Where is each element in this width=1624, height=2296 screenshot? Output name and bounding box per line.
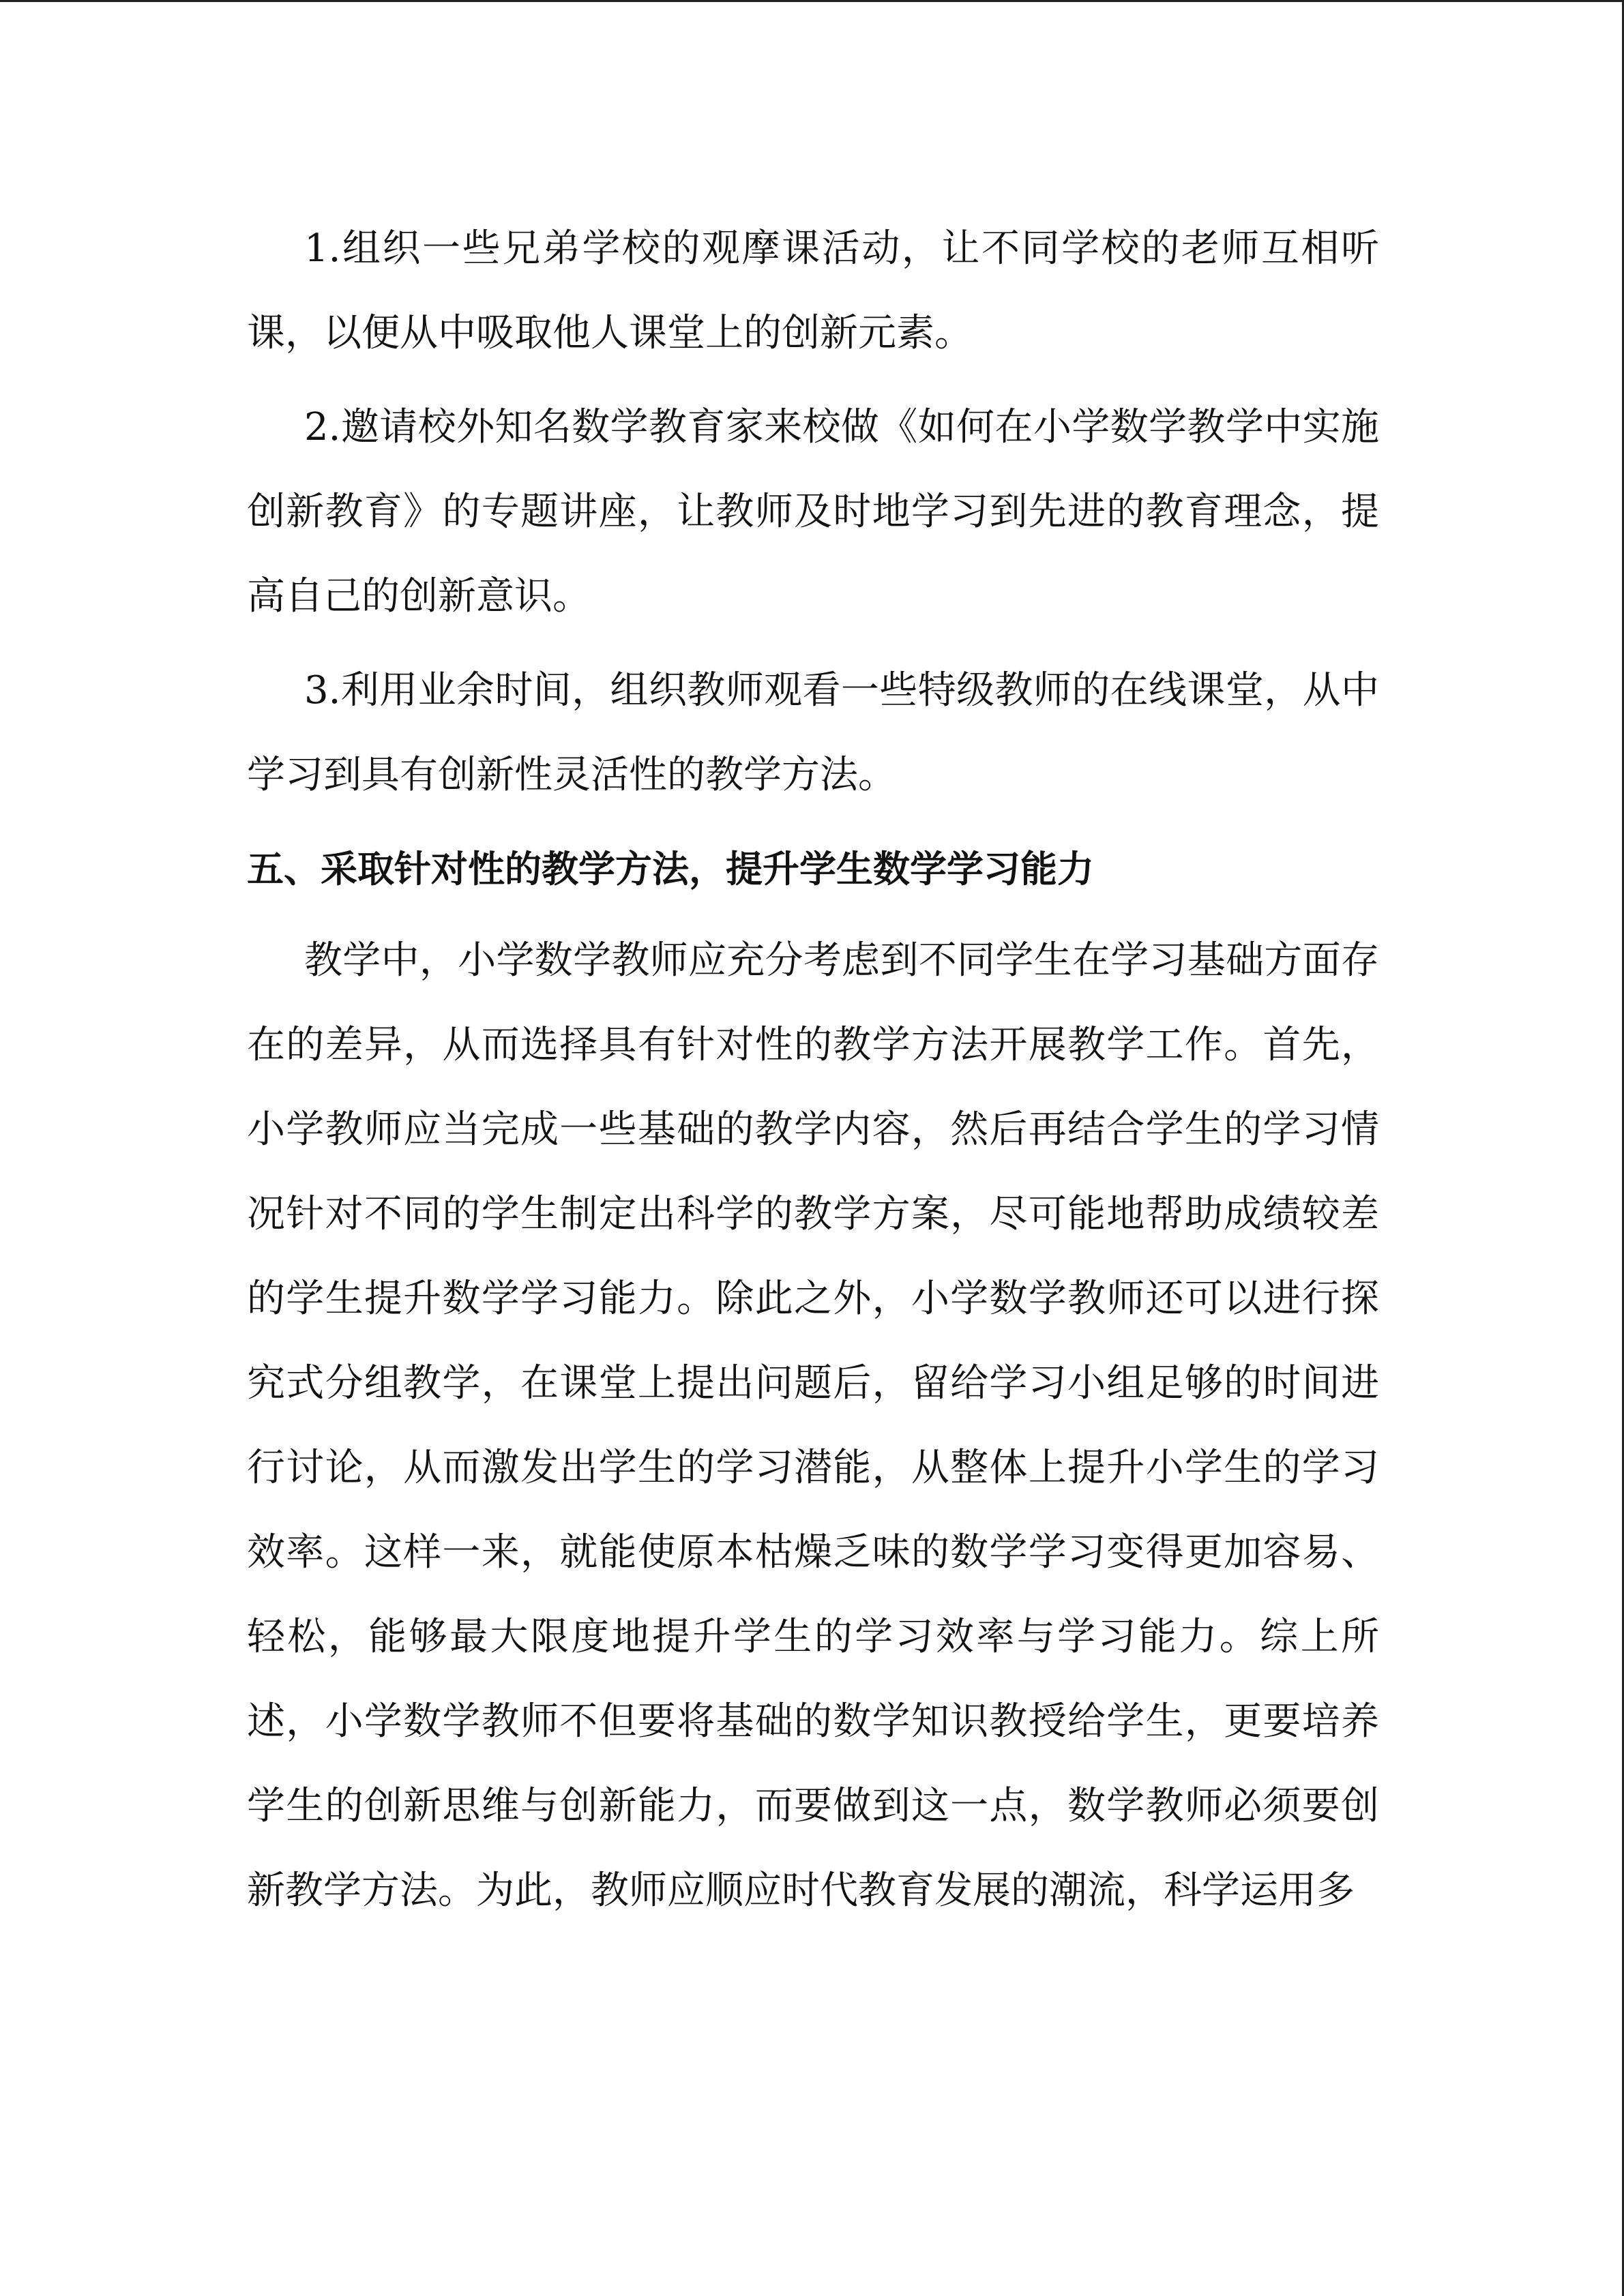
list-item: 3.利用业余时间，组织教师观看一些特级教师的在线课堂，从中学习到具有创新性灵活性的教学方法。 [247,668,1379,797]
body-paragraph: 教学中，小学数学教师应充分考虑到不同学生在学习基础方面存在的差异，从而选择具有针对性的教学方法开展教学工作。首先，小学教师应当完成一些基础的教学内容，然后再结合学生的学习情况针对不同的学生制定出科学的教学方案，尽可能地帮助成绩较差的学生提升数学学习能力。除此之外，小学数学教师还可以进行探究式分组教学，在课堂上提出问题后，留给学习小组足够的时间进行讨论，从而激发出学生的学习潜能，从整体上提升小学生的学习效率。这样一来，就能使原本枯燥乏味的数学学习变得更加容易、轻松，能够最大限度地提升学生的学习效率与学习能力。综上所述，小学数学教师不但要将基础的数学知识教授给学生，更要培养学生的创新思维与创新能力，而要做到这一点，数学教师必须要创新教学方法。为此，教师应顺应时代教育发展的潮流，科学运用多 [247,938,1379,1913]
document-content [247,207,1379,1943]
section-heading: 五、采取针对性的教学方法，提升学生数学学习能力 [247,848,1094,891]
list-item: 1.组织一些兄弟学校的观摩课活动，让不同学校的老师互相听课，以便从中吸取他人课堂上的创新元素。 [247,226,1379,355]
list-item: 2.邀请校外知名数学教育家来校做《如何在小学数学教学中实施创新教育》的专题讲座，让教师及时地学习到先进的教育理念，提高自己的创新意识。 [247,405,1379,618]
